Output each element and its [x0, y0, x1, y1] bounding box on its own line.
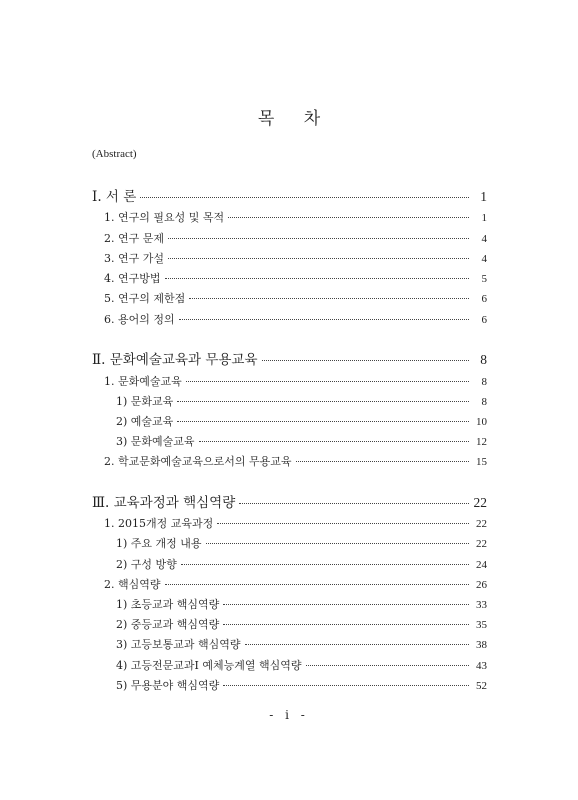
toc-item[interactable] [116, 657, 487, 673]
toc-page-number: 52 [476, 680, 487, 692]
toc-label: 1) 문화교육 [116, 395, 174, 408]
toc-page-number: 4 [481, 253, 487, 265]
toc-label: 2) 예술교육 [116, 415, 174, 428]
dot-leader [189, 298, 469, 299]
dot-leader [228, 217, 469, 218]
toc-page-number: 4 [481, 233, 487, 245]
toc-item[interactable] [104, 270, 487, 286]
dot-leader [223, 685, 469, 686]
toc-page-number: 8 [480, 352, 487, 367]
page-footer: - i - [269, 708, 309, 722]
toc-item[interactable] [104, 515, 487, 531]
toc-item[interactable] [104, 209, 487, 225]
toc-item[interactable] [116, 393, 487, 409]
dot-leader [245, 644, 469, 645]
toc-label: 3) 고등보통교과 핵심역량 [116, 638, 241, 651]
toc-label: 2. 연구 문제 [104, 232, 164, 245]
toc-label: Ⅰ. 서 론 [92, 189, 137, 205]
toc-item[interactable] [104, 230, 487, 246]
toc-page-number: 10 [476, 416, 487, 428]
toc-label: 4) 고등전문교과Ⅰ 예체능계열 핵심역량 [116, 659, 302, 672]
toc-label: Ⅲ. 교육과정과 핵심역량 [92, 495, 236, 511]
toc-label: 2. 핵심역량 [104, 578, 161, 591]
toc-label: 4. 연구방법 [104, 272, 161, 285]
dot-leader [239, 503, 469, 504]
toc-page-number: 33 [476, 599, 487, 611]
toc-page-number: 6 [481, 314, 487, 326]
toc-label: 6. 용어의 정의 [104, 313, 175, 326]
toc-label: 1) 초등교과 핵심역량 [116, 598, 220, 611]
dot-leader [168, 238, 469, 239]
toc-item[interactable] [104, 453, 487, 469]
toc-section-3[interactable] [92, 491, 487, 511]
toc-page-number: 1 [481, 212, 487, 224]
toc-label: 2) 중등교과 핵심역량 [116, 618, 220, 631]
toc-section-2[interactable] [92, 348, 487, 368]
toc-label: 3. 연구 가설 [104, 252, 164, 265]
toc-page-number: 8 [481, 396, 487, 408]
toc-page-number: 1 [480, 189, 487, 204]
toc-page-number: 5 [481, 273, 487, 285]
toc-item[interactable] [116, 413, 487, 429]
toc-label: Ⅱ. 문화예술교육과 무용교육 [92, 352, 258, 368]
toc-page-number: 15 [476, 456, 487, 468]
toc-item[interactable] [116, 677, 487, 693]
dot-leader [306, 665, 469, 666]
toc-item[interactable] [104, 250, 487, 266]
dot-leader [168, 258, 469, 259]
dot-leader [199, 441, 469, 442]
toc-label: 5. 연구의 제한점 [104, 292, 186, 305]
toc-page-number: 26 [476, 579, 487, 591]
dot-leader [217, 523, 469, 524]
toc-page-number: 35 [476, 619, 487, 631]
dot-leader [165, 584, 470, 585]
toc-page-number: 43 [476, 660, 487, 672]
toc-page-number: 24 [476, 559, 487, 571]
abstract-entry[interactable]: (Abstract) [92, 148, 137, 160]
toc-item[interactable] [104, 576, 487, 592]
toc-page-number: 12 [476, 436, 487, 448]
toc-item[interactable] [116, 556, 487, 572]
toc-page-number: 22 [473, 495, 487, 510]
toc-page-number: 22 [476, 538, 487, 550]
toc-page-number: 38 [476, 639, 487, 651]
toc-label: 1) 주요 개정 내용 [116, 537, 202, 550]
dot-leader [177, 401, 469, 402]
toc-item[interactable] [104, 290, 487, 306]
toc-page-number: 6 [481, 293, 487, 305]
toc-item[interactable] [116, 535, 487, 551]
toc-page-number: 22 [476, 518, 487, 530]
dot-leader [223, 624, 469, 625]
toc-section-1[interactable] [92, 185, 487, 205]
toc-label: 2. 학교문화예술교육으로서의 무용교육 [104, 455, 292, 468]
dot-leader [165, 278, 470, 279]
toc-page-number: 8 [481, 376, 487, 388]
toc-item[interactable] [116, 636, 487, 652]
dot-leader [223, 604, 469, 605]
page-title: 목 차 [257, 109, 333, 129]
toc-item[interactable] [104, 373, 487, 389]
dot-leader [179, 319, 469, 320]
toc-item[interactable] [116, 433, 487, 449]
dot-leader [206, 543, 469, 544]
toc-label: 2) 구성 방향 [116, 558, 177, 571]
toc-label: 5) 무용분야 핵심역량 [116, 679, 220, 692]
toc-label: 1. 연구의 필요성 및 목적 [104, 211, 225, 224]
dot-leader [296, 461, 469, 462]
dot-leader [186, 381, 469, 382]
toc-label: 1. 2015개정 교육과정 [104, 517, 214, 530]
dot-leader [181, 564, 469, 565]
dot-leader [140, 197, 469, 198]
toc-label: 1. 문화예술교육 [104, 375, 182, 388]
toc-item[interactable] [116, 596, 487, 612]
toc-item[interactable] [116, 616, 487, 632]
toc-label: 3) 문화예술교육 [116, 435, 195, 448]
dot-leader [177, 421, 469, 422]
toc-item[interactable] [104, 311, 487, 327]
dot-leader [262, 360, 469, 361]
